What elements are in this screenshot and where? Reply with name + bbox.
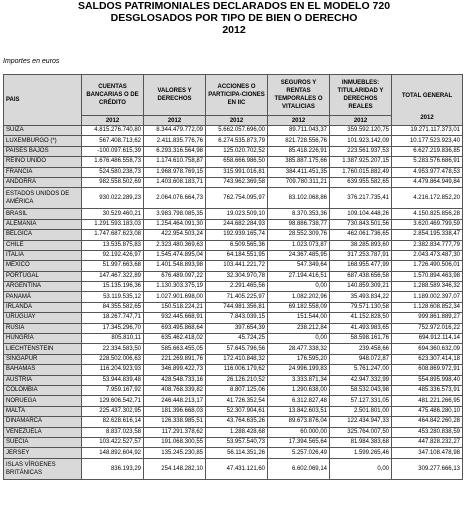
country-cell: CHILE [4,240,82,250]
total-cell: 4.479.864.949,84 [392,177,463,187]
total-cell: 6.627.219.836,85 [392,146,463,156]
table-row [4,167,463,177]
value-cell: 687.438.656,58 [330,271,392,281]
value-cell: 7.843.039,15 [206,313,268,323]
value-cell: 181.396.668,03 [144,406,206,416]
value-cell: 52.307.904,61 [206,406,268,416]
value-cell: 17.345.296,70 [82,323,144,333]
total-cell: 3.620.469.799,59 [392,219,463,229]
year-seguros: 2012 [268,116,330,126]
value-cell: 151.544,00 [268,313,330,323]
country-cell: SUECIA [4,437,82,447]
value-cell: 13.842.603,51 [268,406,330,416]
value-cell: 126.338.985,51 [144,417,206,427]
value-cell: 3.333.871,34 [268,375,330,385]
table-row [4,406,463,416]
report-title-line2: DESGLOSADOS POR TIPO DE BIEN O DERECHO [110,12,358,24]
table-row [4,365,463,375]
table-row [4,323,463,333]
value-cell: 221.269.891,76 [144,354,206,364]
total-cell: 1.128.608.852,34 [392,302,463,312]
country-cell: JERSEY [4,448,82,458]
country-cell: URUGUAY [4,313,82,323]
value-cell: 567.408.713,62 [82,136,144,146]
country-cell: SINGAPUR [4,354,82,364]
value-cell: 168.955.477,99 [330,261,392,271]
value-cell: 6.602.069,14 [268,458,330,479]
value-cell: 116.006.179,62 [206,365,268,375]
table-row [4,282,463,292]
total-cell: 694.360.632,09 [392,344,463,354]
value-cell: 5.662.057.696,00 [206,126,268,136]
value-cell: 1.387.925.207,15 [330,157,392,167]
value-cell: 129.606.542,71 [82,396,144,406]
total-cell: 447.828.232,27 [392,437,463,447]
value-cell: 64.184.551,95 [206,250,268,260]
patrimony-table [3,74,463,480]
value-cell: 176.595,20 [268,354,330,364]
value-cell: 28.477.338,32 [268,344,330,354]
value-cell: 744.981.356,81 [206,302,268,312]
country-cell: RUSIA [4,323,82,333]
value-cell: 244.682.284,93 [206,219,268,229]
value-cell: 6.509.565,36 [206,240,268,250]
total-cell: 4.150.825.856,28 [392,209,463,219]
value-cell: 930.022.289,23 [82,188,144,209]
value-cell: 47.431.121,60 [206,458,268,479]
value-cell: 397.654,39 [206,323,268,333]
value-cell: 0,00 [330,458,392,479]
total-cell: 694.912.114,14 [392,334,463,344]
year-acciones: 2012 [206,116,268,126]
value-cell: 4.815.276.740,80 [82,126,144,136]
value-cell: 125.020.702,52 [206,146,268,156]
country-cell: ALEMANIA [4,219,82,229]
value-cell: 359.592.120,75 [330,126,392,136]
total-cell: 2.382.834.777,79 [392,240,463,250]
value-cell: 639.955.582,65 [330,177,392,187]
value-cell: 1.760.015.882,49 [330,167,392,177]
value-cell: 60.000,00 [268,427,330,437]
table-row [4,302,463,312]
value-cell: 1.023.073,87 [268,240,330,250]
total-cell: 1.189.002.397,07 [392,292,463,302]
country-cell: ARGENTINA [4,282,82,292]
value-cell: 35.493.834,22 [330,292,392,302]
table-row [4,313,463,323]
country-cell: ISLAS VÍRGENES BRITÁNICAS [4,458,82,479]
total-cell: 309.277.666,13 [392,458,463,479]
value-cell: 384.411.451,35 [268,167,330,177]
value-cell: 41.493.983,65 [330,323,392,333]
value-cell: 238.212,84 [268,323,330,333]
value-cell: 2.411.835.776,76 [144,136,206,146]
value-cell: 103.422.527,57 [82,437,144,447]
report-title-year: 2012 [222,24,246,36]
value-cell: 38.285.893,60 [330,240,392,250]
value-cell: 84.355.582,65 [82,302,144,312]
value-cell: 83.102.068,86 [268,188,330,209]
value-cell: 1.403.608.183,71 [144,177,206,187]
value-cell: 585.663.455,05 [144,344,206,354]
col-header-seguros: SEGUROS Y RENTAS TEMPORALES O VITALICIAS [268,75,330,116]
total-cell: 2.854.195.338,47 [392,230,463,240]
col-header-acciones: ACCIONES O PARTICIPA-CIONES EN IIC [206,75,268,116]
table-row [4,437,463,447]
value-cell: 109.104.448,26 [330,209,392,219]
value-cell: 730.843.501,56 [330,219,392,229]
table-row [4,157,463,167]
table-row [4,209,463,219]
value-cell: 317.253.787,91 [330,250,392,260]
total-label: TOTAL GENERAL [401,93,453,99]
total-cell: 608.869.972,91 [392,365,463,375]
table-body [4,126,463,480]
value-cell: 385.887.175,66 [268,157,330,167]
total-cell: 19.271.117.373,01 [392,126,463,136]
value-cell: 1.545.474.895,04 [144,250,206,260]
country-cell: COLOMBIA [4,385,82,395]
value-cell: 18.267.747,71 [82,313,144,323]
value-cell: 43.764.635,26 [206,417,268,427]
value-cell: 0,00 [268,282,330,292]
country-cell: ESTADOS UNIDOS DE AMÉRICA [4,188,82,209]
value-cell: 45.724,25 [206,334,268,344]
value-cell: 836.193,29 [82,458,144,479]
country-cell: PANAMÁ [4,292,82,302]
total-cell: 453.280.838,59 [392,427,463,437]
value-cell: 5.761.247,00 [330,365,392,375]
value-cell: 346.899.422,73 [144,365,206,375]
value-cell: 92.192.426,97 [82,250,144,260]
value-cell: 254.148.282,10 [144,458,206,479]
value-cell: 462.061.736,65 [330,230,392,240]
value-cell: 2.064.076.664,73 [144,188,206,209]
value-cell: 191.068.300,55 [144,437,206,447]
value-cell: 140.859.309,21 [330,282,392,292]
total-cell: 347.108.478,98 [392,448,463,458]
total-cell: 5.283.576.686,91 [392,157,463,167]
year-cuentas: 2012 [82,116,144,126]
value-cell: 982.558.502,69 [82,177,144,187]
value-cell: 147.467.322,89 [82,271,144,281]
value-cell: 148.892.604,92 [82,448,144,458]
value-cell: 192.939.165,74 [206,230,268,240]
value-cell: 101.923.142,09 [330,136,392,146]
value-cell: 172.410.848,32 [206,354,268,364]
value-cell: -100.097.615,39 [82,146,144,156]
col-header-valores: VALORES Y DERECHOS [144,75,206,116]
value-cell: 27.194.416,51 [268,271,330,281]
table-row [4,136,463,146]
value-cell: 948.072,87 [330,354,392,364]
value-cell: 1.082.202,96 [268,292,330,302]
year-inmuebles: 2012 [330,116,392,126]
value-cell: 422.954.503,24 [144,230,206,240]
table-row [4,188,463,209]
value-cell: 223.561.937,53 [330,146,392,156]
country-cell: REINO UNIDO [4,157,82,167]
col-header-cuentas: CUENTAS BANCARIAS O DE CRÉDITO [82,75,144,116]
total-cell: 1.288.589.346,32 [392,282,463,292]
country-cell: LUXEMBURGO (*) [4,136,82,146]
value-cell: 58.532.043,98 [330,385,392,395]
value-cell: 1.027.901.698,00 [144,292,206,302]
country-cell: DINAMARCA [4,417,82,427]
country-cell: IRLANDA [4,302,82,312]
value-cell: 325.764.007,50 [330,427,392,437]
country-cell: BAHAMAS [4,365,82,375]
value-cell: 56.114.351,26 [206,448,268,458]
value-cell: 821.728.556,76 [268,136,330,146]
value-cell: 2.291.465,56 [206,282,268,292]
col-header-pais: PAIS [4,75,82,126]
value-cell: 8.807.125,06 [206,385,268,395]
value-cell: 53.119.535,12 [82,292,144,302]
country-cell: AUSTRIA [4,375,82,385]
value-cell: 228.502.006,63 [82,354,144,364]
value-cell: 2.501.801,00 [330,406,392,416]
total-cell: 4.953.977.478,53 [392,167,463,177]
country-cell: VENEZUELA [4,427,82,437]
table-row [4,375,463,385]
value-cell: 428.548.733,16 [144,375,206,385]
total-cell: 464.842.260,28 [392,417,463,427]
value-cell: 762.754.095,97 [206,188,268,209]
table-row [4,385,463,395]
table-row [4,417,463,427]
value-cell: 6.312.827,48 [268,396,330,406]
value-cell: 743.962.369,58 [206,177,268,187]
table-row [4,448,463,458]
value-cell: 30.529.460,21 [82,209,144,219]
value-cell: 1.288.428,68 [206,427,268,437]
table-row [4,458,463,479]
country-cell: PORTUGAL [4,271,82,281]
value-cell: 315.991.016,81 [206,167,268,177]
value-cell: 89.673.876,04 [268,417,330,427]
country-cell: SUIZA [4,126,82,136]
value-cell: 79.571.130,58 [330,302,392,312]
value-cell: 1.599.265,46 [330,448,392,458]
value-cell: 15.135.196,36 [82,282,144,292]
value-cell: 693.495.868,64 [144,323,206,333]
value-cell: 13.535.875,83 [82,240,144,250]
total-cell: 481.221.266,95 [392,396,463,406]
value-cell: 5.257.026,49 [268,448,330,458]
value-cell: 53.944.839,48 [82,375,144,385]
value-cell: 1.174.610.758,87 [144,157,206,167]
country-cell: HUNGRÍA [4,334,82,344]
value-cell: 6.274.535.873,79 [206,136,268,146]
value-cell: 117.291.378,62 [144,427,206,437]
table-row [4,240,463,250]
total-cell: 999.861.889,27 [392,313,463,323]
value-cell: 1.130.303.375,19 [144,282,206,292]
value-cell: 19.023.509,10 [206,209,268,219]
value-cell: 658.666.986,50 [206,157,268,167]
value-cell: 22.334.583,50 [82,344,144,354]
value-cell: 8.837.023,58 [82,427,144,437]
value-cell: 57.645.796,56 [206,344,268,354]
total-cell: 1.570.894.463,98 [392,271,463,281]
total-cell: 485.336.573,91 [392,385,463,395]
country-cell: MÉXICO [4,261,82,271]
value-cell: 122.434.947,33 [330,417,392,427]
table-row [4,261,463,271]
country-cell: BRASIL [4,209,82,219]
total-cell: 554.895.998,40 [392,375,463,385]
value-cell: 41.152.828,50 [330,313,392,323]
value-cell: 89.711.043,37 [268,126,330,136]
value-cell: 51.997.663,68 [82,261,144,271]
value-cell: 69.182.558,09 [268,302,330,312]
value-cell: 225.437.302,95 [82,406,144,416]
table-row [4,427,463,437]
country-cell: BÉLGICA [4,230,82,240]
value-cell: 6.293.316.564,98 [144,146,206,156]
value-cell: 26.126.210,52 [206,375,268,385]
table-row [4,396,463,406]
value-cell: 28.552.309,76 [268,230,330,240]
value-cell: 24.367.485,95 [268,250,330,260]
total-cell: 2.043.473.487,30 [392,250,463,260]
value-cell: 42.947.332,99 [330,375,392,385]
value-cell: 709.780.311,21 [268,177,330,187]
value-cell: 53.957.540,73 [206,437,268,447]
value-cell: 41.726.352,54 [206,396,268,406]
table-row [4,230,463,240]
table-row [4,354,463,364]
table-row [4,146,463,156]
value-cell: 408.768.339,82 [144,385,206,395]
value-cell: 1.747.687.623,08 [82,230,144,240]
country-cell: FRANCIA [4,167,82,177]
value-cell: 71.405.225,97 [206,292,268,302]
table-row [4,177,463,187]
total-cell: 4.216.172.852,20 [392,188,463,209]
value-cell: 676.489.097,22 [144,271,206,281]
value-cell: 1.676.486.558,73 [82,157,144,167]
country-cell: PAÍSES BAJOS [4,146,82,156]
value-cell: 1.291.593.183,03 [82,219,144,229]
value-cell: 1.401.548.893,98 [144,261,206,271]
country-cell: ANDORRA [4,177,82,187]
total-cell: 623.307.414,18 [392,354,463,364]
value-cell: 376.217.735,41 [330,188,392,209]
country-cell: ITALIA [4,250,82,260]
total-cell: 10.177.523.923,40 [392,136,463,146]
col-header-total [392,75,463,126]
value-cell: 635.462.418,02 [144,334,206,344]
value-cell: 805.810,11 [82,334,144,344]
year-total: 2012 [420,115,434,121]
value-cell: 17.394.565,64 [268,437,330,447]
value-cell: 116.204.923,93 [82,365,144,375]
table-row [4,271,463,281]
value-cell: 932.445.668,91 [144,313,206,323]
value-cell: 81.984.383,68 [330,437,392,447]
report-title-line1: SALDOS PATRIMONIALES DECLARADOS EN EL MODELO 720 [77,0,391,12]
table-row [4,334,463,344]
value-cell: 8.370.353,36 [268,209,330,219]
table-row [4,126,463,136]
value-cell: 150.518.224,21 [144,302,206,312]
value-cell: 1.290.638,00 [268,385,330,395]
value-cell: 24.996.199,83 [268,365,330,375]
value-cell: 524.580.238,73 [82,167,144,177]
table-row [4,292,463,302]
value-cell: 85.418.226,91 [268,146,330,156]
country-cell: MALTA [4,406,82,416]
value-cell: 135.245.230,85 [144,448,206,458]
value-cell: 1.968.978.769,15 [144,167,206,177]
value-cell: 547.349,64 [268,261,330,271]
table-row [4,219,463,229]
value-cell: 8.344.479.772,09 [144,126,206,136]
year-valores: 2012 [144,116,206,126]
total-cell: 752.972.016,22 [392,323,463,333]
value-cell: 58.598.161,76 [330,334,392,344]
units-note: Importes en euros [3,58,60,65]
value-cell: 1.254.464.091,30 [144,219,206,229]
country-cell: LIECHTENSTEIN [4,344,82,354]
total-cell: 1.726.490.506,01 [392,261,463,271]
value-cell: 82.628.616,14 [82,417,144,427]
value-cell: 103.441.221,72 [206,261,268,271]
value-cell: 0,00 [268,334,330,344]
table-row [4,344,463,354]
value-cell: 3.983.798.085,35 [144,209,206,219]
value-cell: 7.959.167,92 [82,385,144,395]
value-cell: 57.127.331,05 [330,396,392,406]
value-cell: 239.458,66 [330,344,392,354]
value-cell: 2.323.480.369,63 [144,240,206,250]
table-row [4,250,463,260]
value-cell: 32.304.970,78 [206,271,268,281]
col-header-inmuebles: INMUEBLES: TITULARIDAD Y DERECHOS REALES [330,75,392,116]
value-cell: 98.886.738,77 [268,219,330,229]
country-cell: NORUEGA [4,396,82,406]
value-cell: 246.448.213,17 [144,396,206,406]
total-cell: 475.486.280,10 [392,406,463,416]
